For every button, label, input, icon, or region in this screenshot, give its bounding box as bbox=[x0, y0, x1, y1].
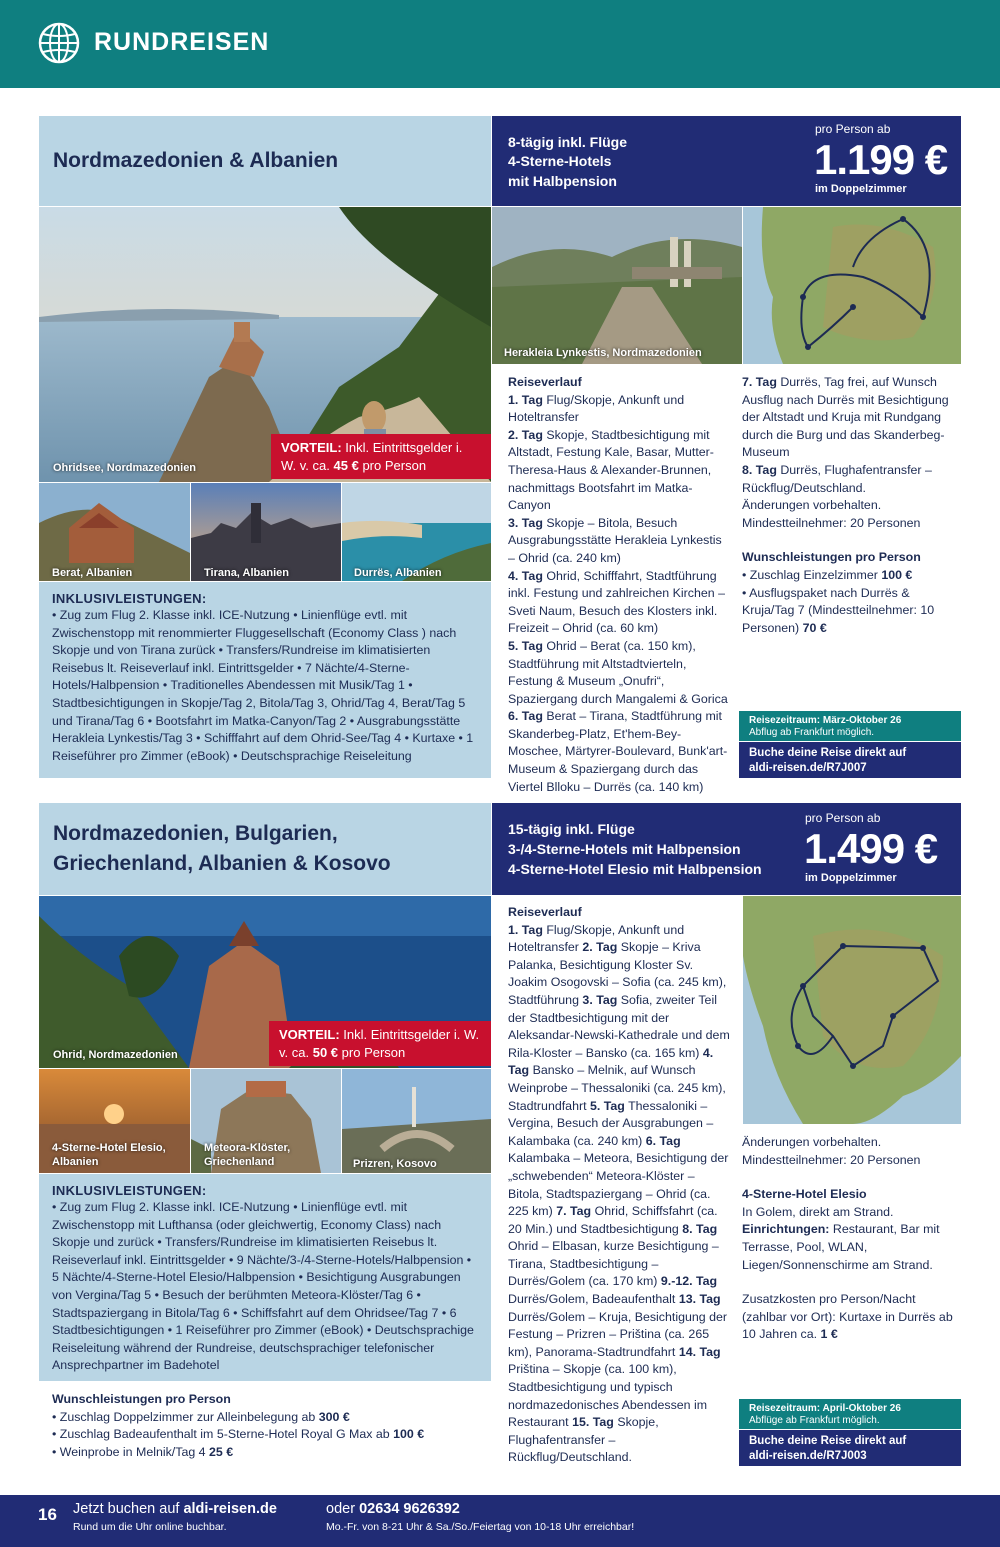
itinerary-day: 2. Tag Skopje, Stadtbesichtigung mit Altstadt, Festung Kale, Basar, Mutter-Theresa-Haus & Alexander-Brunnen, nachmittags Bootsfahrt im Matka-Canyon bbox=[508, 427, 714, 513]
wish-item: • Ausflugspaket nach Durrës & Kruja/Tag 7 (Mindestteilnehmer: 10 Personen) 70 € bbox=[742, 585, 935, 635]
photo-caption: Tirana, Albanien bbox=[204, 567, 289, 579]
price-label: pro Person ab bbox=[805, 811, 881, 825]
trip-card-2 bbox=[39, 803, 961, 1493]
booking-box[interactable] bbox=[739, 1430, 961, 1466]
trip-title-box bbox=[39, 116, 491, 206]
travel-period-box bbox=[739, 1399, 961, 1429]
booking-line: Buche deine Reise direkt auf bbox=[749, 1435, 907, 1447]
itinerary-col-1 bbox=[508, 374, 732, 796]
trip-title: Nordmazedonien, Bulgarien, Griechenland, Albanien & Kosovo bbox=[53, 822, 391, 875]
footer-hours: Mo.-Fr. von 8-21 Uhr & Sa./So./Feiertag von 10-18 Uhr erreichbar! bbox=[326, 1521, 635, 1533]
advantage-text: Inkl. Eintrittsgelder i. W. v. ca. bbox=[279, 1027, 480, 1060]
price-sub: im Doppelzimmer bbox=[805, 872, 897, 884]
price-sub: im Doppelzimmer bbox=[815, 183, 907, 195]
advantage-text: Inkl. Eintrittsgelder i. W. v. ca. bbox=[281, 440, 463, 473]
itinerary-col-2 bbox=[742, 1134, 961, 1344]
trip-price-box bbox=[492, 803, 961, 895]
extra-costs: Zusatzkosten pro Person/Nacht (zahlbar vor Ort): Kurtaxe in Durrës ab 10 Jahren ca. 1 € bbox=[742, 1292, 953, 1342]
wish-item: • Zuschlag Doppelzimmer zur Alleinbelegung ab 300 € bbox=[52, 1409, 350, 1424]
wish-item: • Zuschlag Badeaufenthalt im 5-Sterne-Hotel Royal G Max ab 100 € bbox=[52, 1427, 425, 1442]
itinerary-day: 5. Tag Ohrid – Berat (ca. 150 km), Stadtführung mit Altstadtvierteln, Festung & Museum „Onufri“, Spaziergang durch Mangalemi & Gorica bbox=[508, 638, 728, 706]
section-title: RUNDREISEN bbox=[94, 28, 270, 56]
booking-link[interactable]: aldi-reisen.de/R7J007 bbox=[749, 762, 867, 774]
trip-price-box bbox=[492, 116, 961, 206]
advantage-suffix: pro Person bbox=[362, 458, 427, 473]
price-label: pro Person ab bbox=[815, 122, 891, 136]
itinerary-day: 6. Tag Berat – Tirana, Stadtführung mit Skanderbeg-Platz, Et'hem-Bey-Moschee, Märtyrer-Boulevard, Bunk'art-Museum & Spaziergang durch das Viertel Blloku – Durrës (ca. 140 km) bbox=[508, 709, 728, 794]
page-footer bbox=[0, 1495, 1000, 1547]
inclusive-title: INKLUSIVLEISTUNGEN: bbox=[52, 1183, 207, 1198]
price-value: 1.499 € bbox=[804, 825, 938, 872]
wish-list bbox=[52, 1391, 492, 1461]
inclusive-title: INKLUSIVLEISTUNGEN: bbox=[52, 591, 207, 606]
advantage-amount: 50 € bbox=[312, 1045, 339, 1060]
departure-note: Abflüge ab Frankfurt möglich. bbox=[749, 1415, 880, 1426]
photo-tirana bbox=[191, 483, 341, 581]
hotel-title: 4-Sterne-Hotel Elesio bbox=[742, 1187, 867, 1202]
inclusive-text: • Zug zum Flug 2. Klasse inkl. ICE-Nutzung • Linienflüge evtl. mit Zwischenstopp mit Lufthansa (oder gleichwertig, Economy Class) nach Skopje und zurück • Transfers/Rundreise im klimatisierten Reisebus lt. Reiseverlauf inkl. Eintrittsgelder • 9 Nächte/3-/4-Sterne-Hotels/Halbpension • 5 Nächte/4-Sterne-Hotel Elesio/Halbpension • Besichtigung Ausgrabungen von Vergina/Tag 5 • Besuch der berühmten Meteora-Klöster/Tag 6 • Stadtspaziergang in Bitola/Tag 6 • Schiffsfahrt auf dem Ohridsee/Tag 7 • 6 Stadtbesichtigungen • 1 Reiseführer pro Zimmer (eBook) • Deutschsprachige Reiseleitung während der Rundreise, deutschsprachiger telefonischer Ansprechpartner im Badehotel bbox=[52, 1200, 474, 1373]
photo-caption: Ohridsee, Nordmazedonien bbox=[53, 462, 197, 474]
route-map bbox=[743, 896, 961, 1124]
section-header bbox=[0, 0, 1000, 88]
hotel-facilities: Einrichtungen: Restaurant, Bar mit Terrasse, Pool, WLAN, Liegen/Sonnenschirme am Strand. bbox=[742, 1222, 940, 1272]
trip-feature: 4-Sterne-Hotel Elesio mit Halbpension bbox=[508, 861, 762, 877]
advantage-badge bbox=[269, 1021, 491, 1066]
note: Änderungen vorbehalten. bbox=[742, 1135, 882, 1149]
booking-box[interactable] bbox=[739, 742, 961, 778]
photo-herakleia bbox=[492, 207, 742, 364]
trip-feature: 4-Sterne-Hotels bbox=[508, 153, 612, 169]
wish-title: Wunschleistungen pro Person bbox=[52, 1392, 231, 1406]
advantage-label: VORTEIL: bbox=[279, 1027, 340, 1042]
wish-item: • Weinprobe in Melnik/Tag 4 25 € bbox=[52, 1444, 234, 1459]
globe-icon bbox=[38, 22, 80, 64]
note: Mindestteilnehmer: 20 Personen bbox=[742, 1152, 921, 1167]
itinerary-day: 3. Tag Skopje – Bitola, Besuch Ausgrabungsstätte Herakleia Lynkestis – Ohrid (ca. 240 km) bbox=[508, 515, 722, 565]
photo-caption: Meteora-Klöster, Griechenland bbox=[204, 1142, 291, 1168]
note: Mindestteilnehmer: 20 Personen bbox=[742, 515, 921, 530]
wish-item: • Zuschlag Einzelzimmer 100 € bbox=[742, 567, 913, 582]
advantage-amount: 45 € bbox=[333, 458, 359, 473]
trip-title: Nordmazedonien & Albanien bbox=[53, 149, 339, 172]
photo-berat bbox=[39, 483, 190, 581]
hotel-text: In Golem, direkt am Strand. bbox=[742, 1204, 894, 1219]
advantage-label: VORTEIL: bbox=[281, 440, 342, 455]
footer-booking: Jetzt buchen auf aldi-reisen.de bbox=[73, 1501, 277, 1517]
route-map bbox=[743, 207, 961, 364]
photo-caption: Ohrid, Nordmazedonien bbox=[53, 1049, 178, 1061]
wish-title: Wunschleistungen pro Person bbox=[742, 550, 921, 565]
itinerary-day: 4. Tag Ohrid, Schifffahrt, Stadtführung inkl. Festung und zahlreichen Kirchen – Sveti Naum, Besuch des Klosters inkl. Freizeit – Ohrid (ca. 60 km) bbox=[508, 568, 725, 636]
trip-feature: 8-tägig inkl. Flüge bbox=[508, 134, 628, 150]
photo-prizren bbox=[342, 1069, 491, 1173]
price-value: 1.199 € bbox=[814, 136, 948, 183]
trip-feature: 15-tägig inkl. Flüge bbox=[508, 821, 635, 837]
inclusive-box bbox=[39, 1174, 491, 1381]
trip-feature: 3-/4-Sterne-Hotels mit Halbpension bbox=[508, 841, 741, 857]
travel-period: Reisezeitraum: März-Oktober 26 bbox=[749, 715, 902, 726]
advantage-badge bbox=[271, 434, 491, 479]
inclusive-box bbox=[39, 582, 491, 778]
note: Änderungen vorbehalten. bbox=[742, 498, 882, 513]
footer-phone: oder 02634 9626392 bbox=[326, 1501, 460, 1517]
photo-caption: 4-Sterne-Hotel Elesio, Albanien bbox=[52, 1142, 166, 1168]
photo-hotel-elesio bbox=[39, 1069, 190, 1173]
photo-caption: Durrës, Albanien bbox=[354, 567, 442, 579]
itinerary-day: 7. Tag Durrës, Tag frei, auf Wunsch Ausflug nach Durrës mit Besichtigung der Altstadt und Kruja mit Rundgang durch die Burg und das Skanderbeg-Museum bbox=[742, 375, 949, 460]
footer-site-link[interactable]: aldi-reisen.de bbox=[183, 1501, 277, 1517]
page-number: 16 bbox=[38, 1505, 57, 1524]
itinerary-day: 8. Tag Durrës, Flughafentransfer – Rückflug/Deutschland. bbox=[742, 462, 932, 495]
footer-online-note: Rund um die Uhr online buchbar. bbox=[73, 1521, 227, 1533]
itinerary-day: 1. Tag Flug/Skopje, Ankunft und Hoteltransfer bbox=[508, 392, 685, 425]
travel-period: Reisezeitraum: April-Oktober 26 bbox=[749, 1403, 901, 1414]
itinerary-col-1 bbox=[508, 904, 732, 1467]
booking-line: Buche deine Reise direkt auf bbox=[749, 747, 907, 759]
trip-feature: mit Halbpension bbox=[508, 173, 617, 189]
travel-period-box bbox=[739, 711, 961, 741]
footer-phone-number[interactable]: 02634 9626392 bbox=[359, 1501, 460, 1517]
photo-caption: Berat, Albanien bbox=[52, 567, 133, 579]
trip-title-box bbox=[39, 803, 491, 895]
photo-caption: Herakleia Lynkestis, Nordmazedonien bbox=[504, 347, 702, 359]
advantage-suffix: pro Person bbox=[341, 1045, 406, 1060]
photo-meteora bbox=[191, 1069, 341, 1173]
trip-card-1 bbox=[39, 116, 961, 794]
itinerary-title: Reiseverlauf bbox=[508, 375, 582, 389]
photo-caption: Prizren, Kosovo bbox=[353, 1158, 437, 1170]
departure-note: Abflug ab Frankfurt möglich. bbox=[749, 727, 875, 738]
inclusive-text: • Zug zum Flug 2. Klasse inkl. ICE-Nutzung • Linienflüge evtl. mit Zwischenstopp mit renommierter Fluggesellschaft (Economy Class ) nach Skopje und von Tirana zurück • Transfers/Rundreise im klimatisierten Reisebus lt. Reiseverlauf inkl. Eintrittsgelder • 7 Nächte/4-Sterne-Hotels/Halbpension • Traditionelles Abendessen mit Musik/Tag 1 • Stadtbesichtigungen in Skopje/Tag 2, Bitola/Tag 3, Ohrid/Tag 4, Berat/Tag 5 und Tirana/Tag 6 • Bootsfahrt im Matka-Canyon/Tag 2 • Ausgrabungsstätte Herakleia Lynkestis/Tag 3 • Schifffahrt auf dem Ohrid-See/Tag 4 • Kurtaxe • 1 Reiseführer pro Zimmer (eBook) • Deutschsprachige Reiseleitung bbox=[52, 608, 474, 763]
itinerary-text: 1. Tag Flug/Skopje, Ankunft und Hoteltransfer 2. Tag Skopje – Kriva Palanka, Besichtigung Kloster Sv. Joakim Osogovski – Sofia (ca. 245 km), Stadtführung 3. Tag Sofia, zweiter Teil der Stadtbesichtigung mit der Aleksandar-Newski-Kathedrale und dem Rila-Kloster – Bansko (ca. 165 km) 4. Tag Bansko – Melnik, auf Wunsch Weinprobe – Thessaloniki (ca. 245 km), Stadtrundfahrt 5. Tag Thessaloniki – Vergina, Besuch der Ausgrabungen – Kalambaka (ca. 240 km) 6. Tag Kalambaka – Meteora, Besichtigung der „schwebenden“ Meteora-Klöster – Bitola, Stadtspaziergang – Ohrid (ca. 225 km) 7. Tag Ohrid, Schiffsfahrt (ca. 20 Min.) und Stadtbesichtigung 8. Tag Ohrid – Elbasan, kurze Besichtigung – Tirana, Stadtbesichtigung – Durrës/Golem (ca. 170 km) 9.-12. Tag Durrës/Golem, Badeaufenthalt 13. Tag Durrës/Golem – Kruja, Besichtigung der Festung – Prizren – Priština (ca. 265 km), Panorama-Stadtrundfahrt 14. Tag Priština – Skopje (ca. 100 km), Stadtbesichtigung und typisch nordmazedonisches Abendessen im Restaurant 15. Tag Skopje, Flughafentransfer – Rückflug/Deutschland. bbox=[508, 922, 730, 1465]
photo-durres bbox=[342, 483, 491, 581]
booking-link[interactable]: aldi-reisen.de/R7J003 bbox=[749, 1450, 867, 1462]
itinerary-col-2 bbox=[742, 374, 961, 637]
itinerary-title: Reiseverlauf bbox=[508, 905, 582, 919]
